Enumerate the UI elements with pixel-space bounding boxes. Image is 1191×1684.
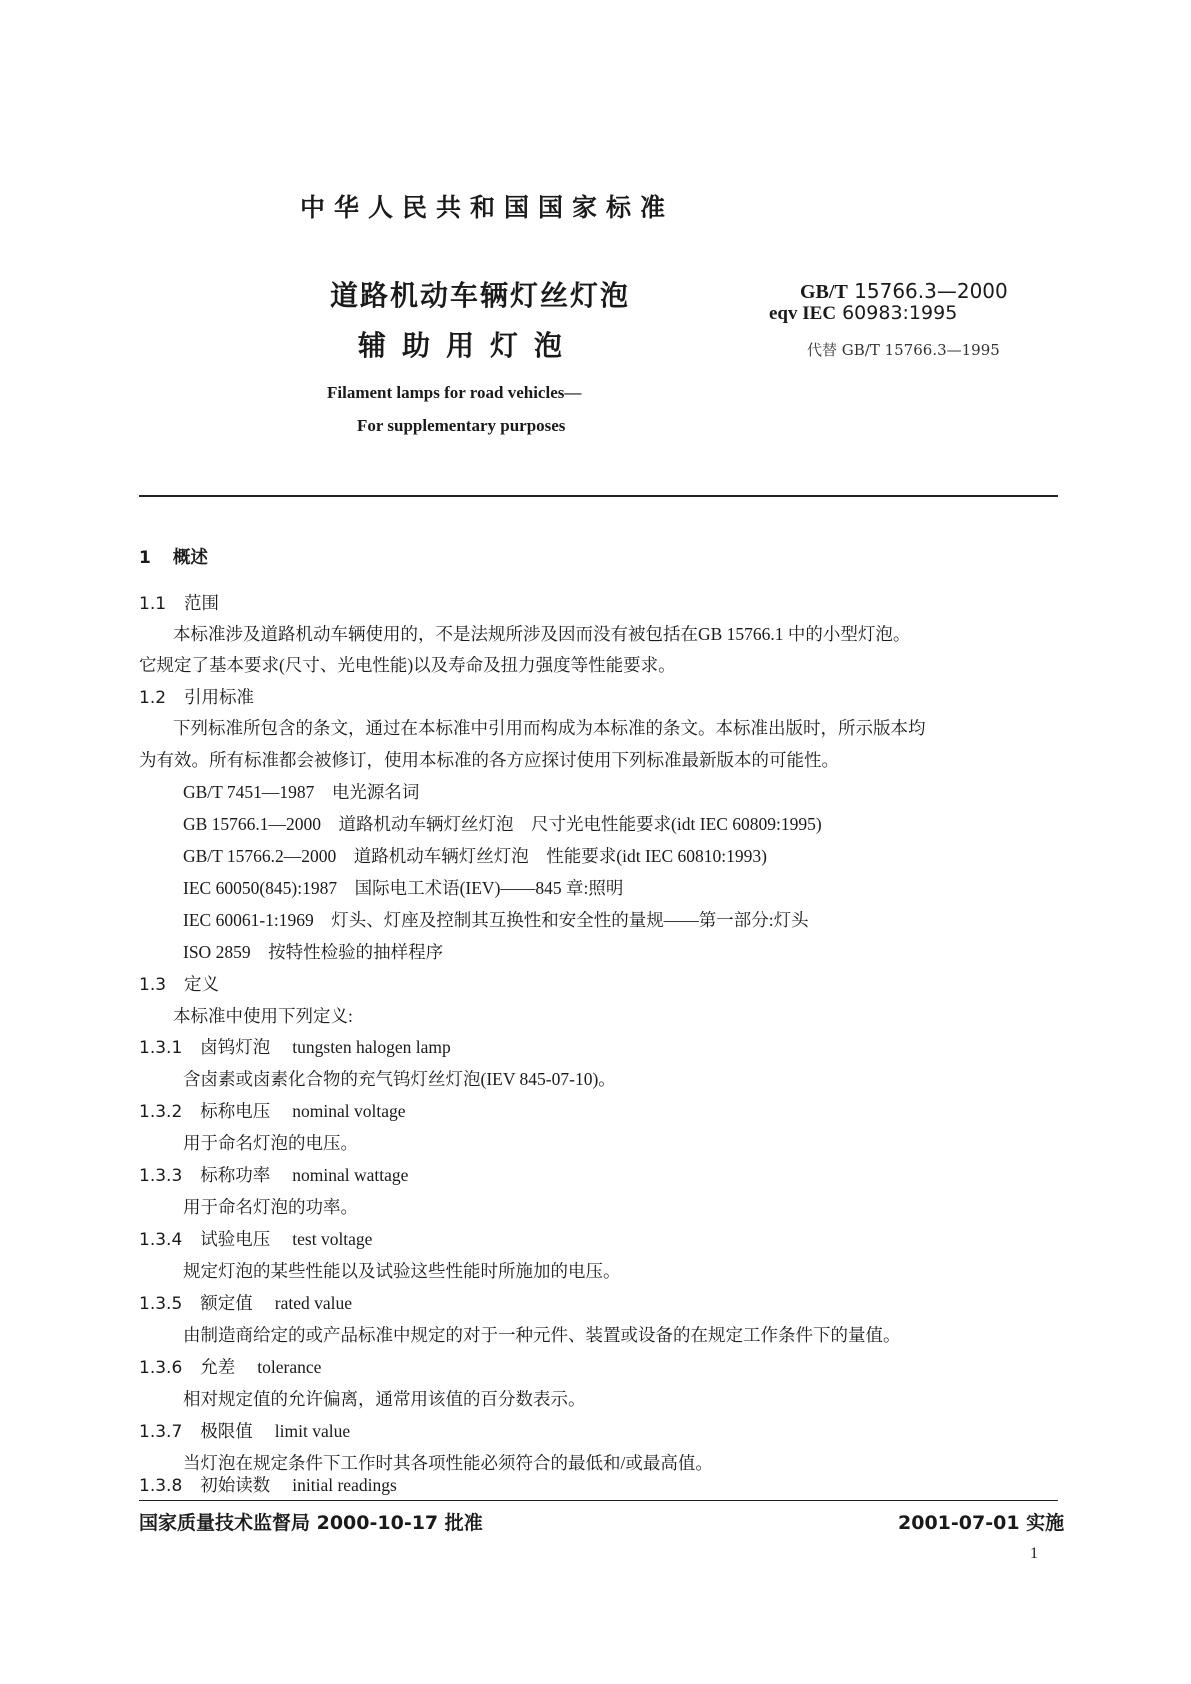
- paragraph-line: 为有效。所有标准都会被修订，使用本标准的各方应探讨使用下列标准最新版本的可能性。: [139, 750, 839, 770]
- equivalent-number: 60983:1995: [836, 302, 958, 324]
- term-number: 1.3.5: [139, 1294, 183, 1314]
- section-number: 1: [139, 548, 151, 568]
- term-english: nominal voltage: [292, 1101, 406, 1121]
- term-chinese: 卤钨灯泡: [200, 1037, 271, 1057]
- term-english: limit value: [274, 1421, 351, 1441]
- section-1-1-heading: [139, 590, 219, 615]
- section-title: 引用标准: [184, 687, 255, 707]
- equivalent-standard: [769, 302, 957, 325]
- term-english: tolerance: [257, 1357, 322, 1377]
- term-heading: [139, 1418, 350, 1443]
- term-chinese: 试验电压: [200, 1229, 271, 1249]
- term-heading: [139, 1098, 406, 1123]
- title-english-line-2: For supplementary purposes: [357, 416, 566, 435]
- term-heading: [139, 1290, 352, 1315]
- implementation-date: 2001-07-01 实施: [898, 1512, 1065, 1534]
- standard-code-number: 15766.3—2000: [847, 279, 1008, 303]
- paragraph-line: 下列标准所包含的条文，通过在本标准中引用而构成为本标准的条文。本标准出版时，所示版本均: [173, 718, 926, 738]
- term-number: 1.3.6: [139, 1358, 183, 1378]
- reference-item: GB/T 7451—1987 电光源名词: [183, 782, 420, 802]
- term-heading: [139, 1472, 397, 1497]
- section-1-heading: [139, 544, 208, 569]
- term-chinese: 额定值: [200, 1293, 253, 1313]
- section-title: 范围: [184, 593, 220, 613]
- term-definition: 规定灯泡的某些性能以及试验这些性能时所施加的电压。: [183, 1261, 621, 1281]
- term-definition: 相对规定值的允许偏离，通常用该值的百分数表示。: [183, 1389, 586, 1409]
- title-english-line-1: Filament lamps for road vehicles—: [327, 383, 582, 402]
- section-number: 1.1: [139, 594, 167, 614]
- section-1-3-heading: [139, 971, 219, 996]
- term-english: rated value: [274, 1293, 353, 1313]
- term-number: 1.3.2: [139, 1102, 183, 1122]
- term-chinese: 允差: [200, 1357, 236, 1377]
- term-definition: 由制造商给定的或产品标准中规定的对于一种元件、装置或设备的在规定工作条件下的量值。: [183, 1325, 901, 1345]
- paragraph-line: 它规定了基本要求(尺寸、光电性能)以及寿命及扭力强度等性能要求。: [139, 655, 676, 675]
- term-english: nominal wattage: [292, 1165, 409, 1185]
- term-heading: [139, 1226, 372, 1251]
- term-definition: 当灯泡在规定条件下工作时其各项性能必须符合的最低和/或最高值。: [183, 1453, 713, 1473]
- term-chinese: 初始读数: [200, 1475, 271, 1495]
- section-number: 1.3: [139, 975, 167, 995]
- term-chinese: 标称功率: [200, 1165, 271, 1185]
- term-heading: [139, 1162, 408, 1187]
- reference-item: IEC 60061-1:1969 灯头、灯座及控制其互换性和安全性的量规——第一部分:灯头: [183, 910, 809, 930]
- reference-item: GB 15766.1—2000 道路机动车辆灯丝灯泡 尺寸光电性能要求(idt IEC 60809:1995): [183, 814, 822, 834]
- term-number: 1.3.7: [139, 1422, 183, 1442]
- section-title: 概述: [172, 548, 208, 568]
- title-chinese-line-1: 道路机动车辆灯丝灯泡: [330, 279, 631, 312]
- reference-item: ISO 2859 按特性检验的抽样程序: [183, 942, 444, 962]
- paragraph-line: 本标准中使用下列定义:: [173, 1006, 353, 1026]
- term-english: test voltage: [292, 1229, 373, 1249]
- standard-code-label: GB/T: [800, 281, 848, 303]
- section-1-2-heading: [139, 684, 254, 709]
- section-title: 定义: [184, 974, 220, 994]
- term-english: tungsten halogen lamp: [292, 1037, 451, 1057]
- term-definition: 用于命名灯泡的功率。: [183, 1197, 358, 1217]
- term-number: 1.3.8: [139, 1476, 183, 1496]
- term-chinese: 标称电压: [200, 1101, 271, 1121]
- term-definition: 用于命名灯泡的电压。: [183, 1133, 358, 1153]
- term-number: 1.3.4: [139, 1230, 183, 1250]
- term-chinese: 极限值: [200, 1421, 253, 1441]
- section-number: 1.2: [139, 688, 167, 708]
- paragraph-line: 本标准涉及道路机动车辆使用的，不是法规所涉及因而没有被包括在GB 15766.1 中的小型灯泡。: [173, 624, 911, 644]
- national-standard-heading: 中华人民共和国国家标准: [300, 193, 675, 222]
- page-number: 1: [1030, 1545, 1038, 1562]
- term-heading: [139, 1034, 451, 1059]
- equivalent-label: eqv IEC: [769, 303, 837, 324]
- reference-item: GB/T 15766.2—2000 道路机动车辆灯丝灯泡 性能要求(idt IEC 60810:1993): [183, 846, 767, 866]
- term-heading: [139, 1354, 321, 1379]
- term-number: 1.3.3: [139, 1166, 183, 1186]
- approval-date: 国家质量技术监督局 2000-10-17 批准: [139, 1512, 483, 1534]
- reference-item: IEC 60050(845):1987 国际电工术语(IEV)——845 章:照明: [183, 878, 624, 898]
- term-definition: 含卤素或卤素化合物的充气钨灯丝灯泡(IEV 845-07-10)。: [183, 1069, 616, 1089]
- standard-code: [800, 279, 1008, 304]
- term-english: initial readings: [292, 1475, 397, 1495]
- footer-divider: [139, 1500, 1058, 1501]
- title-chinese-line-2: 辅助用灯泡: [358, 329, 579, 362]
- term-number: 1.3.1: [139, 1038, 183, 1058]
- replaces-standard: 代替 GB/T 15766.3—1995: [807, 341, 1000, 359]
- header-divider: [139, 495, 1058, 497]
